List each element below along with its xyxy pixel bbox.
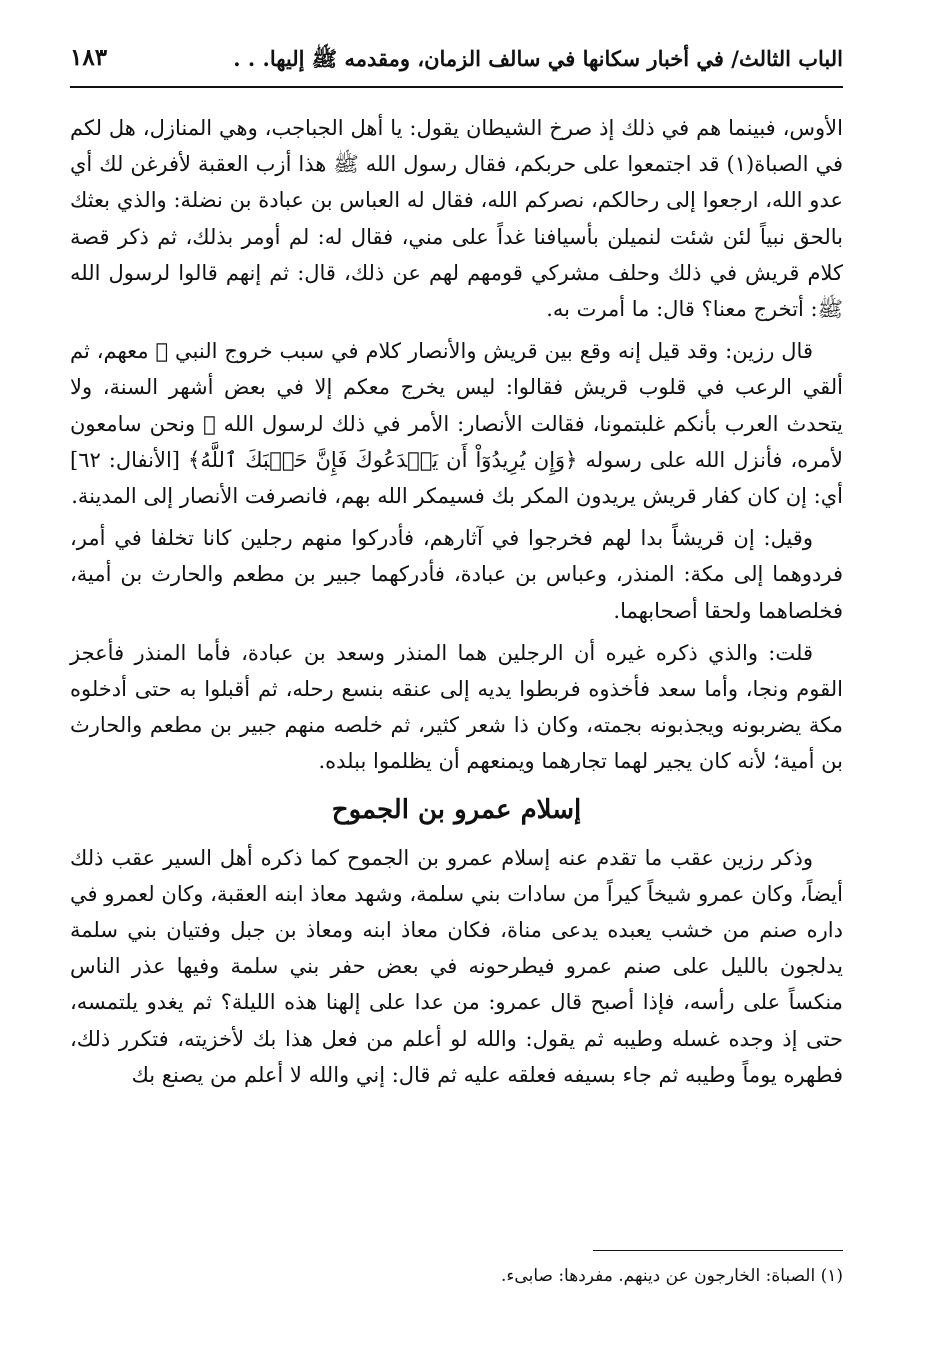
- paragraph-1: الأوس، فبينما هم في ذلك إذ صرخ الشيطان يقول: يا أهل الجباجب، وهي المنازل، هل لكم في الصباة(١) قد اجتمعوا على حربكم، فقال رسول الله ﷺ هذا أزب العقبة لأفرغن لك أي عدو الله، ارجعوا إلى رحالكم، نصركم الله، فقال له العباس بن عبادة بن نضلة: والذي بعثك بالحق نبياً لئن شئت لنميلن بأسيافنا غداً على مني، فقال له: لم أومر بذلك، ثم ذكر قصة كلام قريش في ذلك وحلف مشركي قومهم لهم عن ذلك، قال: ثم إنهم قالوا لرسول الله ﷺ: أتخرج معنا؟ قال: ما أمرت به.: [70, 116, 843, 322]
- paragraph-5: وذكر رزين عقب ما تقدم عنه إسلام عمرو بن الجموح كما ذكره أهل السير عقب ذلك أيضاً، وكان عمرو شيخاً كيراً من سادات بني سلمة، وشهد معاذ ابنه العقبة، وكان لعمرو في داره صنم من خشب يعبده يدعى مناة، فكان معاذ ابنه ومعاذ بن جبل وفتيان بني سلمة يدلجون بالليل على صنم عمرو فيطرحونه في بعض حفر بني سلمة وفيها عذر الناس منكساً على رأسه، فإذا أصبح قال عمرو: من عدا على إلهنا هذه الليلة؟ ثم يغدو يلتمسه، حتى إذ وجده غسله وطيبه ثم يقول: والله لو أعلم من فعل هذا بك لأخزيته، فتكرر ذلك، فطهره يوماً وطيبه ثم جاء بسيفه فعلقه عليه ثم قال: إني والله لا أعلم من يصنع بك: [70, 845, 843, 1087]
- paragraph-2: قال رزين: وقد قيل إنه وقع بين قريش والأنصار كلام في سبب خروج النبي ﷺ معهم، ثم ألقي الرعب في قلوب قريش فقالوا: ليس يخرج معكم إلا في بعض أشهر السنة، ولا يتحدث العرب بأنكم غلبتمونا، فقالت الأنصار: الأمر في ذلك لرسول الله ﷺ ونحن سامعون لأمره، فأنزل الله على رسوله ﴿وَإِن يُرِيدُوٓاْ أَن يَخۡدَعُوكَ فَإِنَّ حَسۡبَكَ ٱللَّهُ﴾ [الأنفال: ٦٢] أي: إن كان كفار قريش يريدون المكر بك فسيمكر الله بهم، فانصرفت الأنصار إلى المدينة.: [70, 339, 844, 509]
- header-rule: [70, 86, 843, 88]
- footnote-rule: [593, 1250, 843, 1251]
- page-number: ١٨٣: [70, 44, 108, 71]
- page-header: [70, 38, 843, 88]
- paragraph-3: وقيل: إن قريشاً بدا لهم فخرجوا في آثارهم، فأدركوا منهم رجلين كانا تخلفا في أمر، فردوهما إلى مكة: المنذر، وعباس بن عبادة، فأدركهما جبير بن مطعم والحارث بن أمية، فخلصاهما ولحقا أصحابهما.: [70, 526, 843, 623]
- section-heading: إسلام عمرو بن الجموح: [331, 794, 582, 825]
- footnote: (١) الصباة: الخارجون عن دينهم. مفردها: صابىء.: [501, 1266, 843, 1286]
- paragraph-4: قلت: والذي ذكره غيره أن الرجلين هما المنذر وسعد بن عبادة، فأما المنذر فأعجز القوم ونجا، وأما سعد فأخذوه فربطوا يديه إلى عنقه بنسع رحله، ثم أقبلوا به حتى أدخلوه مكة يضربونه ويجذبونه بجمته، وكان ذا شعر كثير، ثم خلصه منهم جبير بن مطعم والحارث بن أمية؛ لأنه كان يجير لهما تجارهما ويمنعهم أن يظلموا ببلده.: [70, 640, 843, 774]
- running-title: الباب الثالث/ في أخبار سكانها في سالف الزمان، ومقدمه ﷺ إليها. . .: [233, 46, 843, 71]
- main-text: [70, 110, 843, 1099]
